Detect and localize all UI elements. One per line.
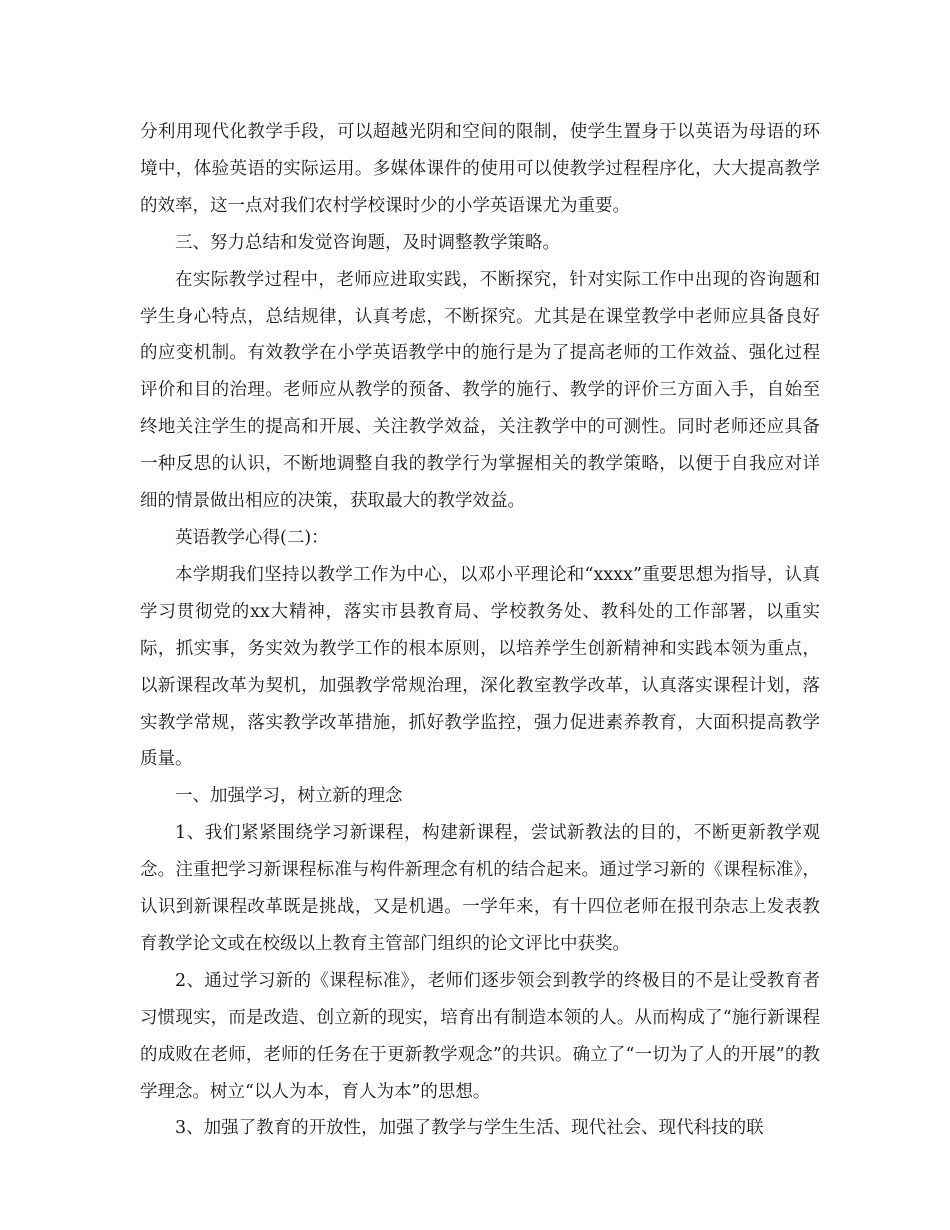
- paragraph-item-1: 1、我们紧紧围绕学习新课程，构建新课程，尝试新教法的目的，不断更新教学观念。注重把学习新课程标准与构件新理念有机的结合起来。通过学习新的《课程标准》，认识到新课程改革既是挑战，又是机遇。一学年来，有十四位老师在报刊杂志上发表教育教学论文或在校级以上教育主管部门组织的论文评比中获奖。: [140, 823, 820, 954]
- section-heading-3: 三、努力总结和发觉咨询题，及时调整教学策略。: [175, 232, 560, 253]
- paragraph-item-3: 3、加强了教育的开放性，加强了教学与学生生活、现代社会、现代科技的联: [175, 1118, 764, 1139]
- section-heading-1: 一、加强学习，树立新的理念: [175, 786, 403, 807]
- document-body: [140, 114, 820, 1147]
- section-title-part-2: 英语教学心得(二)：: [175, 527, 329, 548]
- paragraph-continuation: 分利用现代化教学手段，可以超越光阴和空间的限制，使学生置身于以英语为母语的环境中，体验英语的实际运用。多媒体课件的使用可以使教学过程程序化，大大提高教学的效率，这一点对我们农村学校课时少的小学英语课尤为重要。: [140, 122, 820, 216]
- paragraph: 在实际教学过程中，老师应进取实践，不断探究，针对实际工作中出现的咨询题和学生身心特点，总结规律，认真考虑，不断探究。尤其是在课堂教学中老师应具备良好的应变机制。有效教学在小学英语教学中的施行是为了提高老师的工作效益、强化过程评价和目的治理。老师应从教学的预备、教学的施行、教学的评价三方面入手，自始至终地关注学生的提高和开展、关注教学效益，关注教学中的可测性。同时老师还应具备一种反思的认识，不断地调整自我的教学行为掌握相关的教学策略，以便于自我应对详细的情景做出相应的决策，获取最大的教学效益。: [140, 269, 820, 512]
- paragraph: 本学期我们坚持以教学工作为中心，以邓小平理论和“xxxx”重要思想为指导，认真学习贯彻党的xx大精神，落实市县教育局、学校教务处、教科处的工作部署，以重实际，抓实事，务实效为教学工作的根本原则，以培养学生创新精神和实践本领为重点，以新课程改革为契机，加强教学常规治理，深化教室教学改革，认真落实课程计划，落实教学常规，落实教学改革措施，抓好教学监控，强力促进素养教育，大面积提高教学质量。: [140, 564, 820, 770]
- paragraph-item-2: 2、通过学习新的《课程标准》，老师们逐步领会到教学的终极目的不是让受教育者习惯现实，而是改造、创立新的现实，培育出有制造本领的人。从而构成了“施行新课程的成败在老师，老师的任务在于更新教学观念”的共识。确立了“一切为了人的开展”的教学理念。树立“以人为本，育人为本”的思想。: [140, 970, 820, 1102]
